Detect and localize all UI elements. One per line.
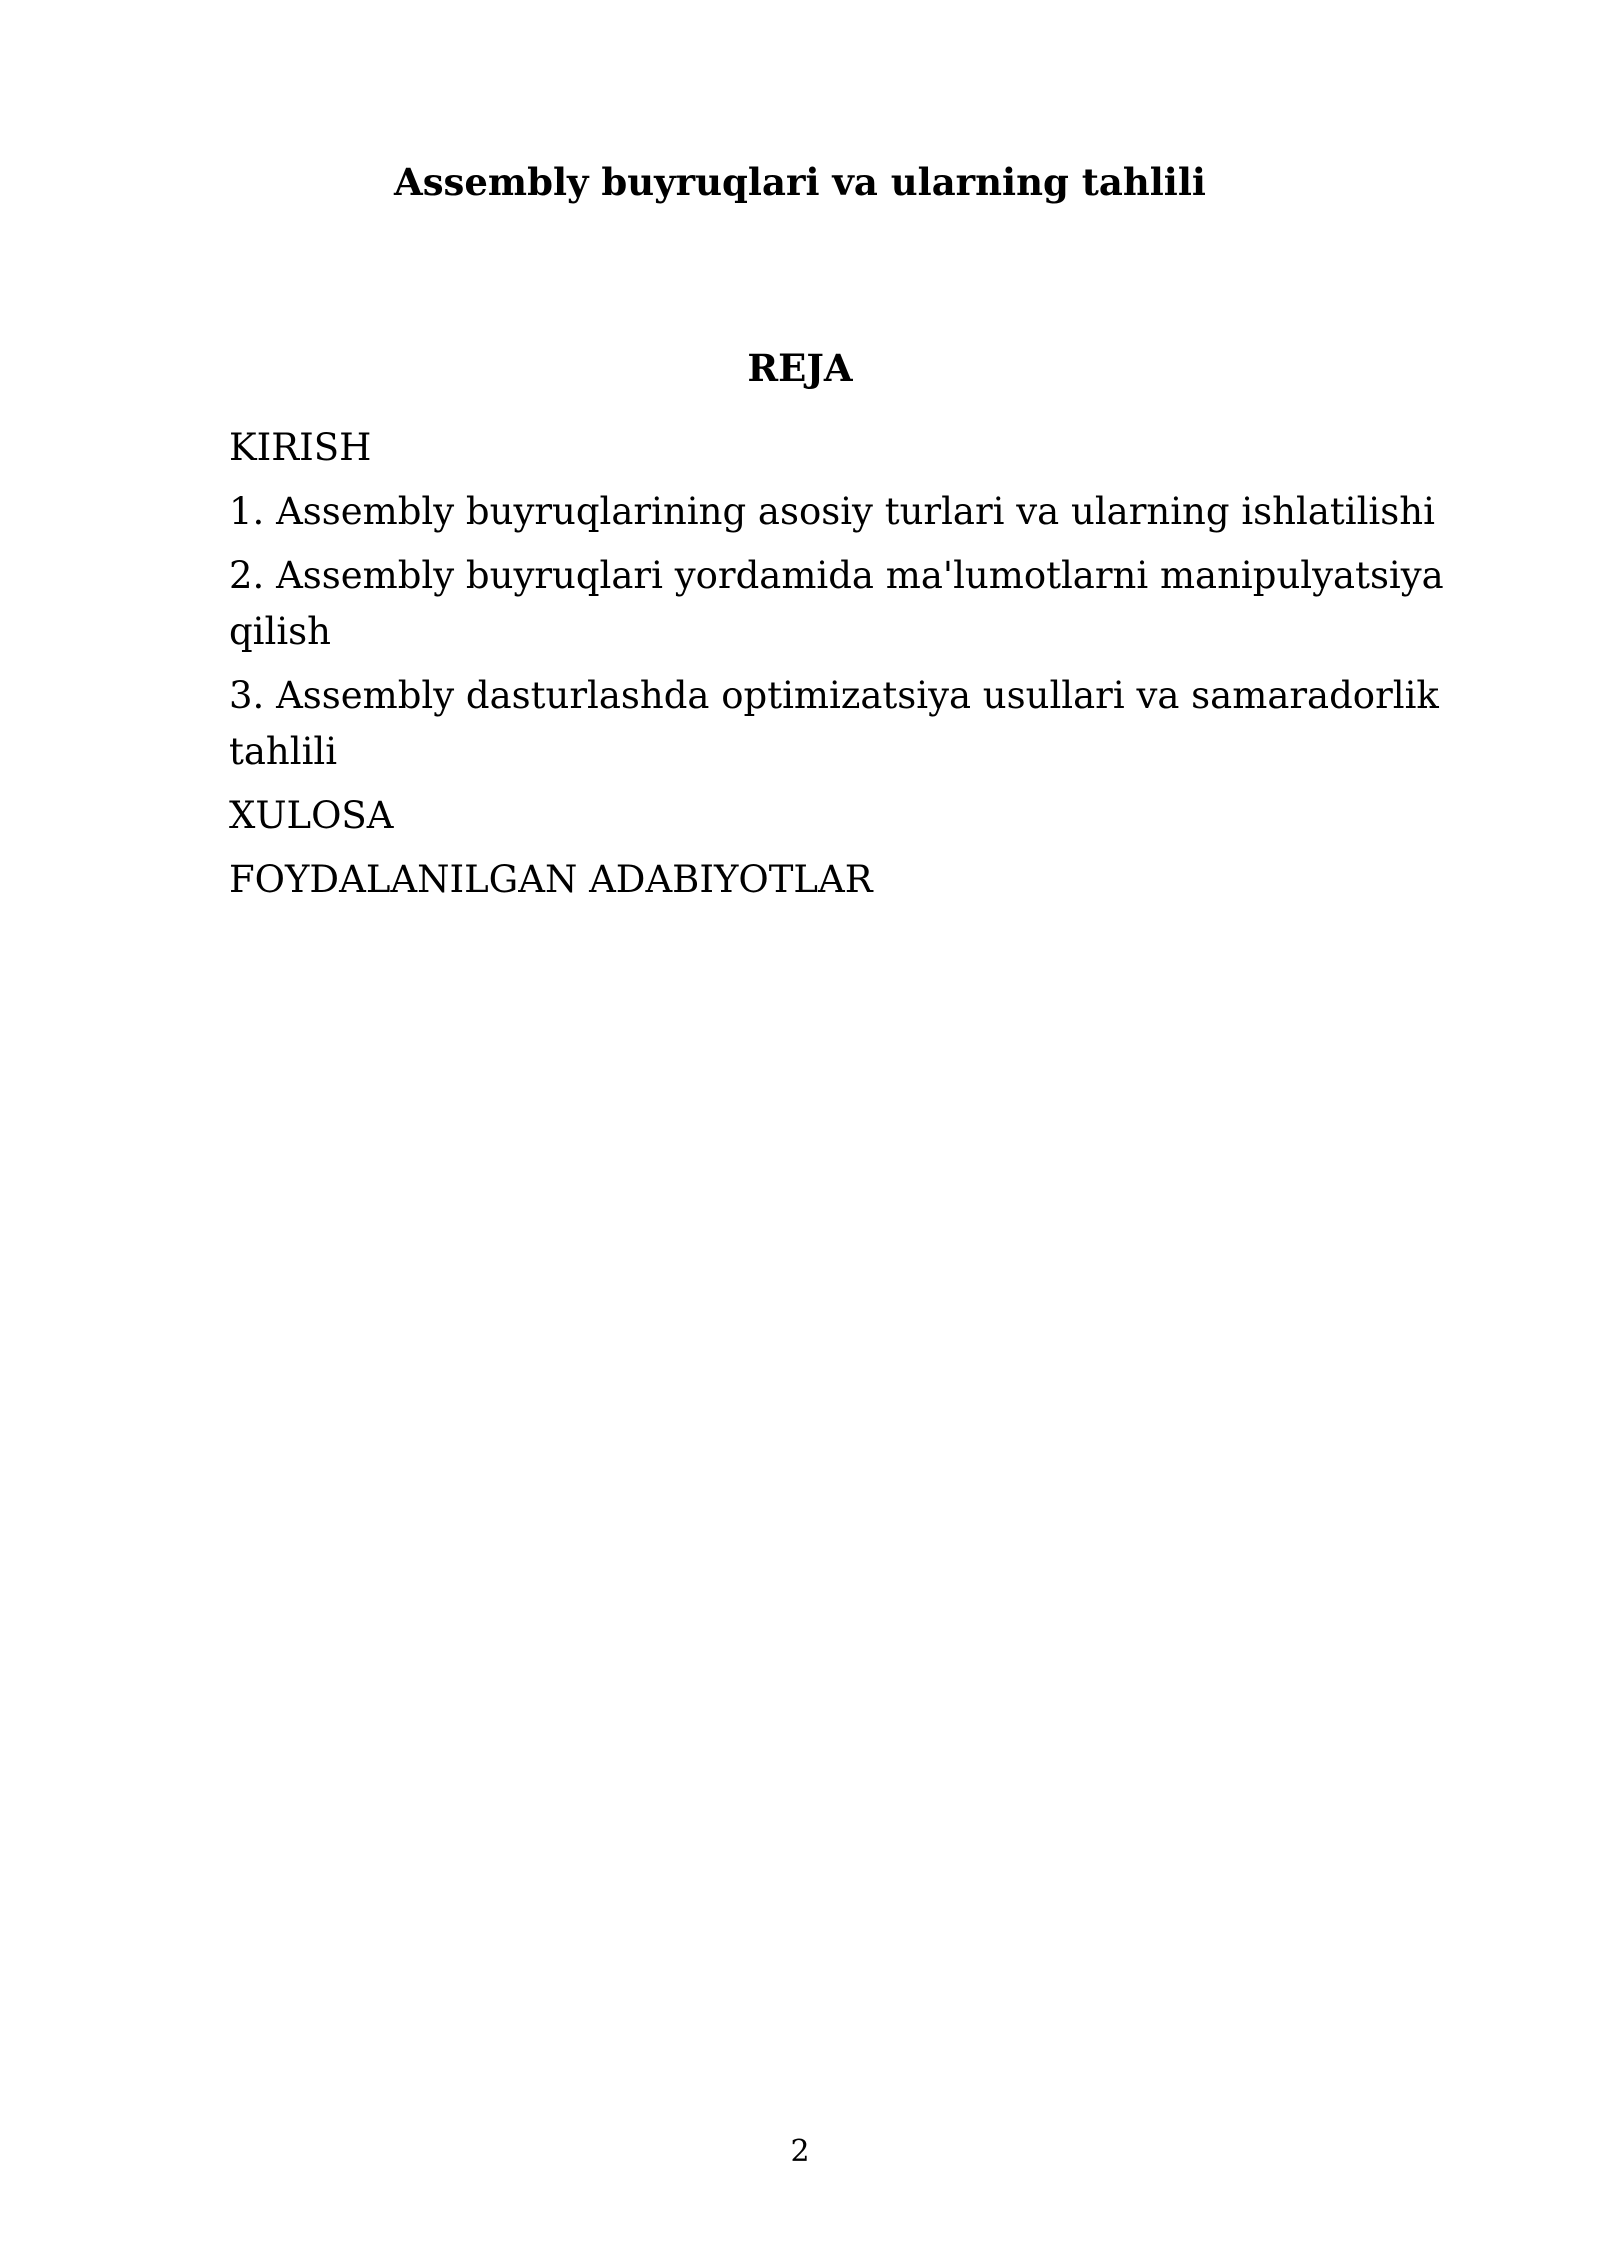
plan-item-references: FOYDALANILGAN ADABIYOTLAR xyxy=(229,858,873,901)
plan-item-conclusion: XULOSA xyxy=(229,794,394,837)
plan-item-2: 2. Assembly buyruqlari yordamida ma'lumotlarni manipulyatsiya qilish xyxy=(229,554,1444,653)
document-title: Assembly buyruqlari va ularning tahlili xyxy=(394,160,1206,204)
plan-item-introduction: KIRISH xyxy=(229,426,372,469)
plan-heading: REJA xyxy=(747,346,853,390)
plan-list xyxy=(229,420,1479,916)
plan-item-3: 3. Assembly dasturlashda optimizatsiya usullari va samaradorlik tahlili xyxy=(229,674,1439,773)
plan-item-1: 1. Assembly buyruqlarining asosiy turlari va ularning ishlatilishi xyxy=(229,490,1435,533)
page-number: 2 xyxy=(790,2134,810,2169)
